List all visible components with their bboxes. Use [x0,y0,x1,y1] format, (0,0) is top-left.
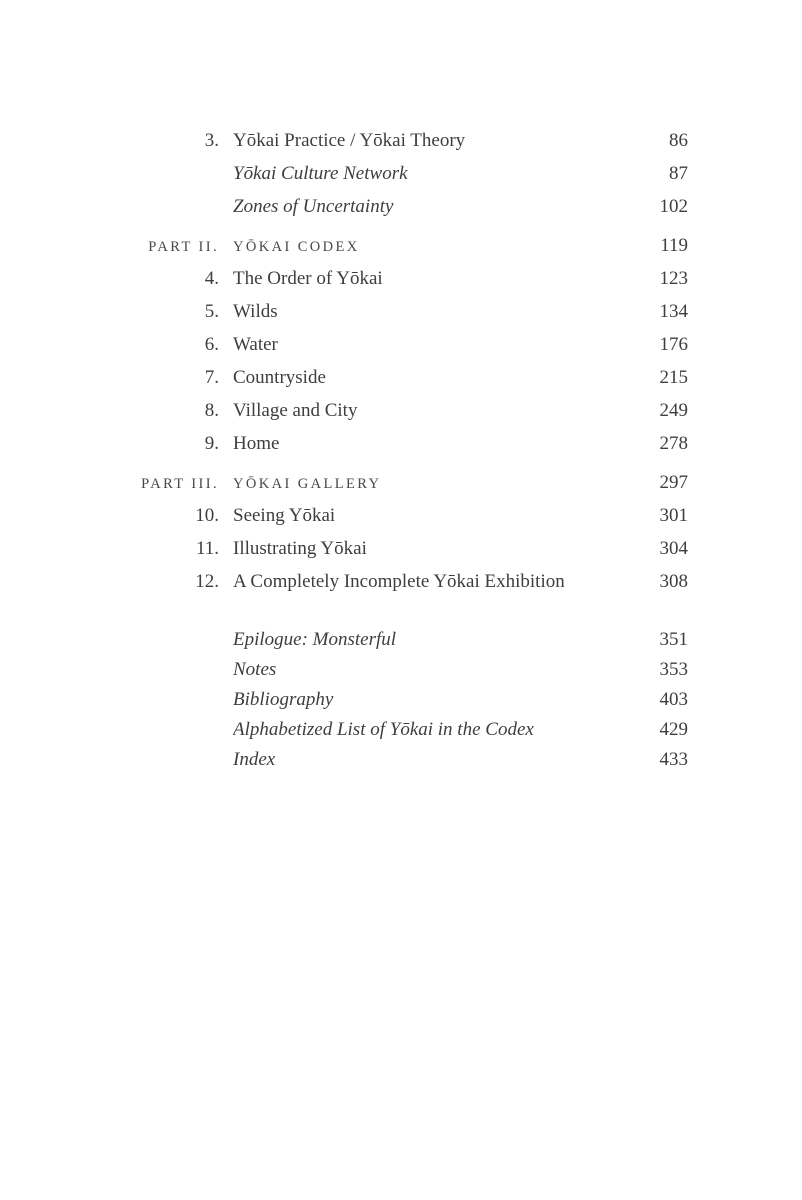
chapter-number: 8. [204,400,219,421]
chapter-title: Countryside [233,367,326,388]
page-number: 123 [659,268,688,289]
chapter-number: 6. [204,334,219,355]
chapter-title: Water [233,334,278,355]
toc-row-chapter-6 [135,328,688,361]
toc-row-subentry [135,190,688,223]
chapter-number: 10. [195,505,219,526]
subentry-title: Zones of Uncertainty [233,196,394,217]
part-label: PART II. [148,239,219,255]
page-number: 429 [659,719,688,740]
table-of-contents [135,124,688,775]
toc-row-chapter-5 [135,295,688,328]
toc-row-chapter-3 [135,124,688,157]
toc-row-chapter-7 [135,361,688,394]
page-number: 353 [659,659,688,680]
page-number: 134 [659,301,688,322]
part-title: YŌKAI GALLERY [233,476,382,492]
page-number: 176 [659,334,688,355]
toc-row-chapter-9 [135,427,688,460]
part-label: PART III. [141,476,219,492]
page-number: 297 [659,472,688,493]
toc-row-notes [135,655,688,685]
page-number: 433 [659,749,688,770]
subentry-title: Yōkai Culture Network [233,163,408,184]
backmatter-title: Alphabetized List of Yōkai in the Codex [233,719,534,740]
toc-row-bibliography [135,685,688,715]
toc-row-chapter-4 [135,262,688,295]
backmatter-title: Index [233,749,276,770]
chapter-number: 9. [204,433,219,454]
toc-row-index [135,745,688,775]
chapter-title: Home [233,433,280,454]
chapter-number: 3. [204,130,219,151]
page-number: 278 [659,433,688,454]
chapter-title: Seeing Yōkai [233,505,336,526]
chapter-title: Wilds [233,301,278,322]
page-number: 249 [659,400,688,421]
toc-row-chapter-12 [135,565,688,598]
page-number: 87 [669,163,688,184]
chapter-number: 5. [204,301,219,322]
chapter-title: A Completely Incomplete Yōkai Exhibition [233,571,565,592]
page-number: 86 [669,130,688,151]
toc-row-chapter-11 [135,532,688,565]
page-number: 308 [659,571,688,592]
toc-row-part-ii [135,229,688,262]
page-number: 403 [659,689,688,710]
page-number: 102 [659,196,688,217]
backmatter-title: Bibliography [233,689,334,710]
chapter-title: Yōkai Practice / Yōkai Theory [233,130,466,151]
page-number: 351 [659,629,688,650]
page-number: 304 [659,538,688,559]
chapter-title: Illustrating Yōkai [233,538,367,559]
page-number: 301 [659,505,688,526]
chapter-number: 11. [195,538,219,559]
part-title: YŌKAI CODEX [233,239,360,255]
chapter-number: 4. [204,268,219,289]
chapter-title: Village and City [233,400,358,421]
chapter-number: 12. [195,571,219,592]
toc-row-epilogue [135,625,688,655]
page-number: 119 [660,235,688,256]
backmatter-title: Notes [233,659,277,680]
page-number: 215 [659,367,688,388]
toc-row-subentry [135,157,688,190]
toc-row-chapter-10 [135,499,688,532]
toc-row-chapter-8 [135,394,688,427]
chapter-number: 7. [204,367,219,388]
toc-row-alphabetized-list [135,715,688,745]
toc-row-part-iii [135,466,688,499]
chapter-title: The Order of Yōkai [233,268,383,289]
backmatter-title: Epilogue: Monsterful [233,629,397,650]
